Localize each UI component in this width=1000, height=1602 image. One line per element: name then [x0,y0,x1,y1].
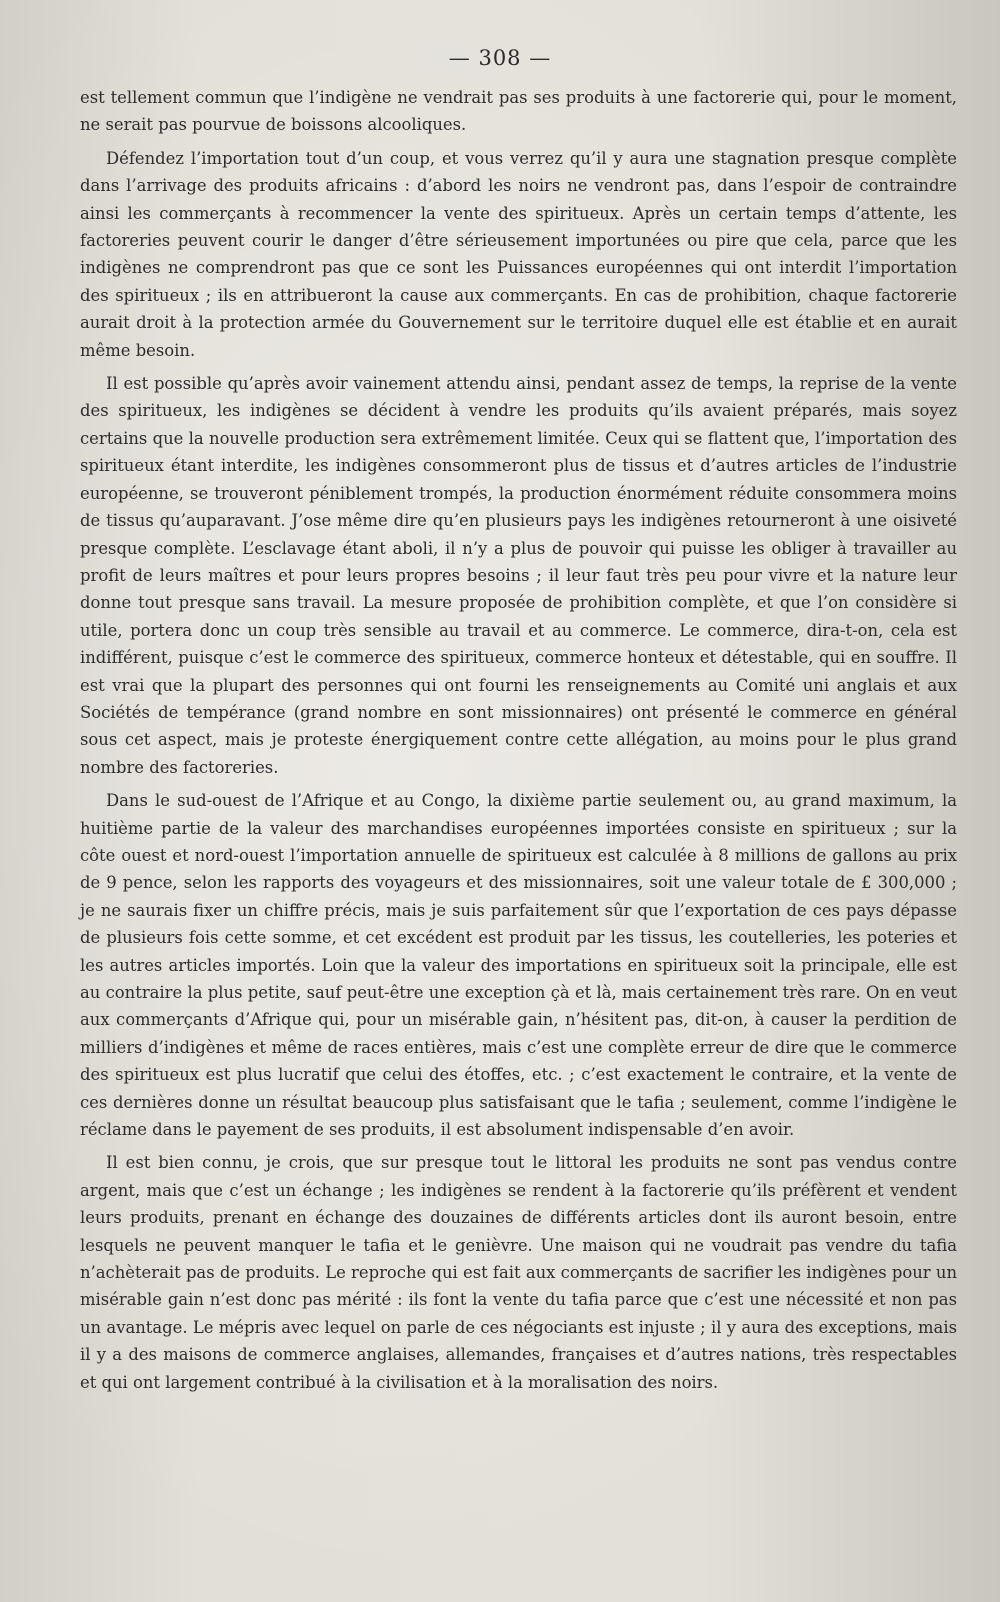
page-number: — 308 — [448,46,552,70]
paragraph-3: Il est possible qu’après avoir vainement attendu ainsi, pendant assez de temps, la reprise de la vente des spiritueux, les indigènes se décident à vendre les produits qu’ils avaient préparés, mais soyez certains que la nouvelle production sera extrêmement limitée. Ceux qui se flattent que, l’importation des spiritueux étant interdite, les indigènes consommeront plus de tissus et d’autres articles de l’industrie européenne, se trouveront péniblement trompés, la production énormément réduite consommera moins de tissus qu’auparavant. J’ose même dire qu’en plusieurs pays les indigènes retourneront à une oisiveté presque complète. L’esclavage étant aboli, il n’y a plus de pouvoir qui puisse les obliger à travailler au profit de leurs maîtres et pour leurs propres besoins ; il leur faut très peu pour vivre et la nature leur donne tout presque sans travail. La mesure proposée de prohibition complète, et que l’on considère si utile, portera donc un coup très sensible au travail et au commerce. Le commerce, dira-t-on, cela est indifférent, puisque c’est le commerce des spiritueux, commerce honteux et détestable, qui en souffre. Il est vrai que la plupart des personnes qui ont fourni les renseignements au Comité uni anglais et aux Sociétés de tempérance (grand nombre en sont missionnaires) ont présenté le commerce en général sous cet aspect, mais je proteste énergiquement contre cette allégation, au moins pour le plus grand nombre des factoreries. [80,374,957,777]
paragraph-4: Dans le sud-ouest de l’Afrique et au Congo, la dixième partie seulement ou, au grand maximum, la huitième partie de la valeur des marchandises européennes importées consiste en spiritueux ; sur la côte ouest et nord-ouest l’importation annuelle de spiritueux est calculée à 8 millions de gallons au prix de 9 pence, selon les rapports des voyageurs et des missionnaires, soit une valeur totale de £ 300,000 ; je ne saurais fixer un chiffre précis, mais je suis parfaitement sûr que l’exportation de ces pays dépasse de plusieurs fois cette somme, et cet excédent est produit par les tissus, les coutelleries, les poteries et les autres articles importés. Loin que la valeur des importations en spiritueux soit la principale, elle est au contraire la plus petite, sauf peut-être une exception çà et là, mais certainement très rare. On en veut aux commerçants d’Afrique qui, pour un misérable gain, n’hésitent pas, dit-on, à causer la perdition de milliers d’indigènes et même de races entières, mais c’est une complète erreur de dire que le commerce des spiritueux est plus lucratif que celui des étoffes, etc. ; c’est exactement le contraire, et la vente de ces dernières donne un résultat beaucoup plus satisfaisant que le tafia ; seulement, comme l’indigène le réclame dans le payement de ses produits, il est absolument indispensable d’en avoir. [80,791,957,1140]
paragraph-5: Il est bien connu, je crois, que sur presque tout le littoral les produits ne sont pas vendus contre argent, mais que c’est un échange ; les indigènes se rendent à la factorerie qu’ils préfèrent et vendent leurs produits, prenant en échange des douzaines de différents articles dont ils auront besoin, entre lesquels ne peuvent manquer le tafia et le genièvre. Une maison qui ne voudrait pas vendre du tafia n’achèterait pas de produits. Le reproche qui est fait aux commerçants de sacrifier les indigènes pour un misérable gain n’est donc pas mérité : ils font la vente du tafia parce que c’est une nécessité et non pas un avantage. Le mépris avec lequel on parle de ces négociants est injuste ; il y aura des exceptions, mais il y a des maisons de commerce anglaises, allemandes, françaises et d’autres nations, très respectables et qui ont largement contribué à la civilisation et à la moralisation des noirs. [80,1153,957,1392]
paragraph-1: est tellement commun que l’indigène ne vendrait pas ses produits à une factorerie qui, pour le moment, ne serait pas pourvue de boissons alcooliques. [80,88,957,135]
body-text [80,84,957,1402]
paragraph-2: Défendez l’importation tout d’un coup, et vous verrez qu’il y aura une stagnation presque complète dans l’arrivage des produits africains : d’abord les noirs ne vendront pas, dans l’espoir de contraindre ainsi les commerçants à recommencer la vente des spiritueux. Après un certain temps d’attente, les factoreries peuvent courir le danger d’être sérieusement importunées ou pire que cela, parce que les indigènes ne comprendront pas que ce sont les Puissances européennes qui ont interdit l’importation des spiritueux ; ils en attribueront la cause aux commerçants. En cas de prohibition, chaque factorerie aurait droit à la protection armée du Gouvernement sur le territoire duquel elle est établie et en aurait même besoin. [80,148,957,360]
